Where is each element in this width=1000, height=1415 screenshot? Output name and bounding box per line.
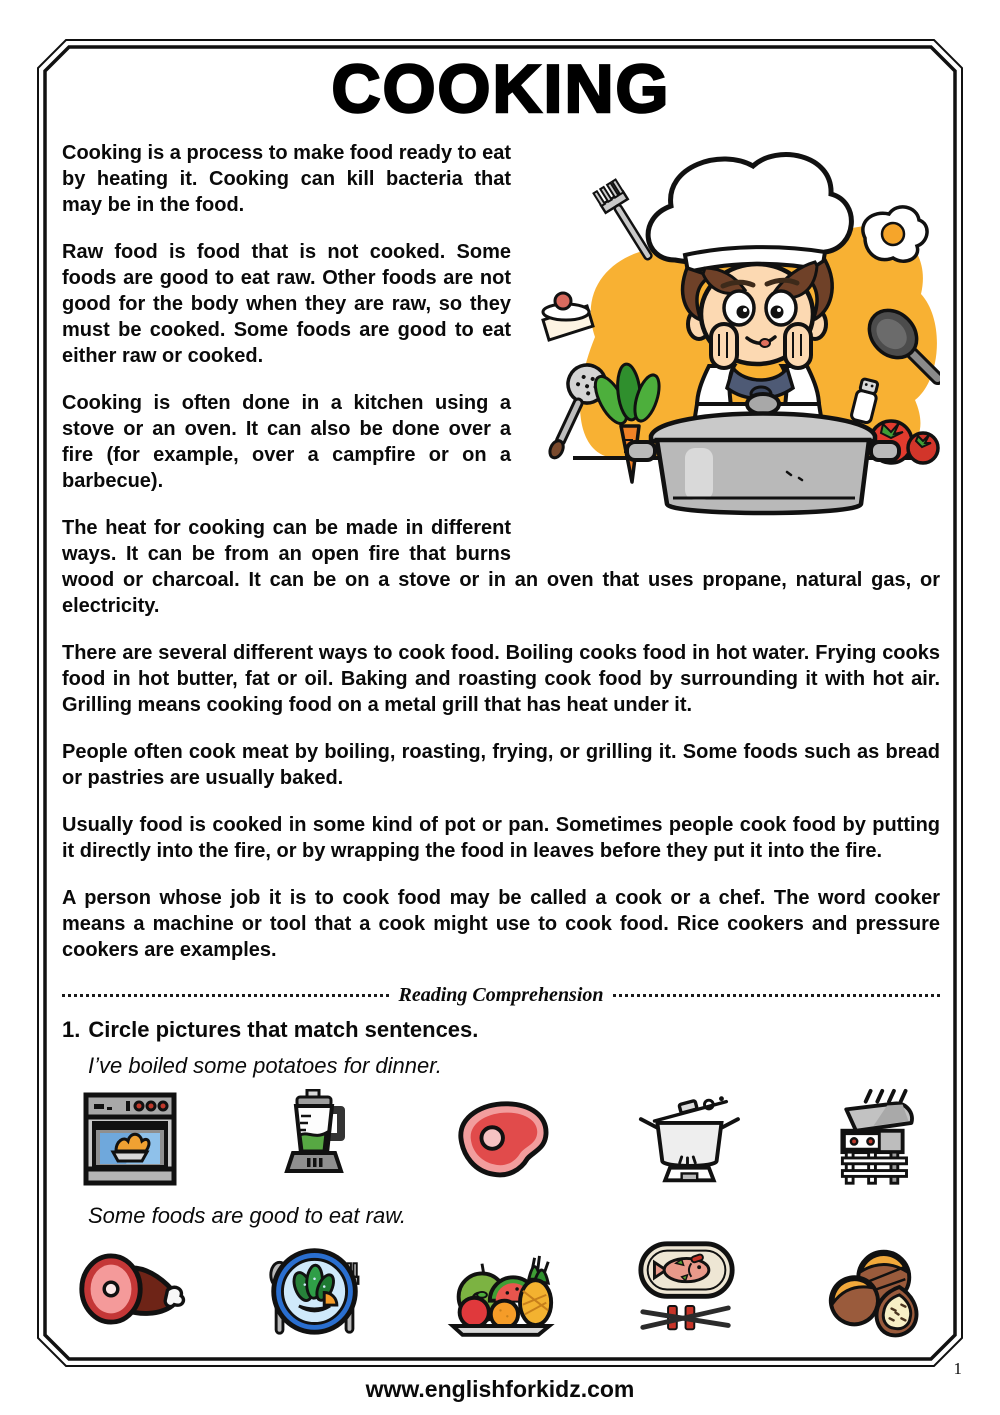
paragraph: Cooking is a process to make food ready to eat by heating it. Cooking can kill bacteria that may be in the food. [62,142,512,216]
reading-comprehension-exercise [62,1017,940,1341]
chestnuts-icon[interactable] [815,1238,930,1340]
worksheet-content [62,50,940,1353]
page-number: 1 [953,1359,962,1378]
exercise-sentence-1: I’ve boiled some potatoes for dinner. [88,1053,442,1078]
exercise-instruction: Circle pictures that match sentences. [88,1017,479,1042]
reading-passage [62,140,940,963]
ham-icon[interactable] [72,1238,187,1340]
fried-egg-icon [863,207,927,261]
paragraph: People often cook meat by boiling, roasting, frying, or grilling it. Some foods such as bread or pastries are usually baked. [62,741,940,789]
exercise-heading [62,1017,940,1043]
fruit-platter-icon[interactable] [444,1238,559,1340]
steak-icon[interactable] [444,1088,559,1190]
oven-icon[interactable] [72,1088,187,1190]
page-title: COOKING [331,51,671,127]
picture-row-1 [62,1087,940,1191]
barbecue-grill-icon[interactable] [815,1088,930,1190]
paragraph: Usually food is cooked in some kind of pot or pan. Sometimes people cook food by putting it directly into the fire, or by wrapping the food in leaves before they put it into the fire. [62,814,940,862]
boiling-pot-icon[interactable] [629,1088,744,1190]
paragraph: Cooking is often done in a kitchen using a stove or an oven. It can also be done over a fire (for example, over a campfire or on a barbecue). [62,392,511,492]
divider-label: Reading Comprehension [398,984,604,1006]
paragraph: The heat for cooking can be made in different ways. It can be from an open fire that burns wood or charcoal. It can be on a stove or in an oven that uses propane, natural gas, or electricity. [62,517,940,617]
section-divider [62,984,940,1007]
paragraph: Raw food is food that is not cooked. Some foods are good to eat raw. Other foods are not good for the body when they are raw, so they must be cooked. Some foods are good to eat either raw or cooked. [62,241,511,367]
paragraph: A person whose job it is to cook food may be called a cook or a chef. The word cooker means a machine or tool that a cook might use to cook food. Rice cookers and pressure cookers are examples. [62,887,940,961]
exercise-number: 1. [62,1017,81,1042]
website-footer: www.englishforkidz.com [365,1376,635,1402]
paragraph: There are several different ways to cook food. Boiling cooks food in hot water. Frying cooks food in hot butter, fat or oil. Baking and roasting cook food by surrounding it with hot air. Grilling means cooking food on a metal grill that has heat under it. [62,642,940,716]
divider-dots [613,994,940,997]
chef-illustration [525,142,940,520]
salad-plate-icon[interactable] [258,1238,373,1340]
picture-row-2 [62,1237,940,1341]
fish-plate-icon[interactable] [629,1238,744,1340]
exercise-sentence-2: Some foods are good to eat raw. [88,1203,406,1228]
divider-dots [62,994,389,997]
cake-icon [543,293,593,340]
blender-icon[interactable] [258,1088,373,1190]
